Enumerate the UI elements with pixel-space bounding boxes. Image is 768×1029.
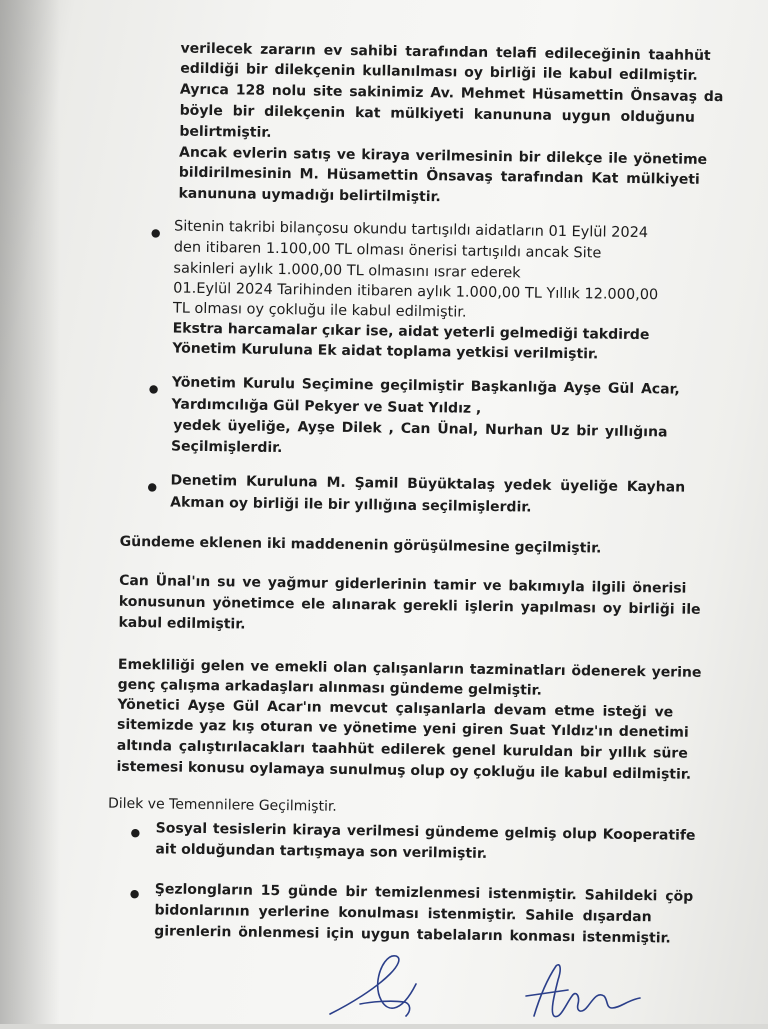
denetim-line: Denetim Kuruluna M. Şamil Büyüktalaş yedek üyeliğe Kayhan bbox=[170, 472, 686, 496]
emeklilik-line: genç çalışma arkadaşları alınması gündeme gelmiştir. bbox=[117, 676, 542, 699]
aidat-line: den itibaren 1.100,00 TL olması önerisi tartışıldı ancak Site bbox=[173, 239, 602, 262]
signature-right-stroke bbox=[526, 965, 640, 1017]
yonetim-line: Yönetim Kurulu Seçimine geçilmiştir Başkanlığa Ayşe Gül Acar, bbox=[171, 374, 680, 398]
emeklilik-line: sitemizde yaz kış oturan ve yönetime yeni giren Suat Yıldız'ın denetimi bbox=[116, 716, 689, 741]
aidat-line: 01.Eylül 2024 Tarihinden itibaren aylık 1.000,00 TL Yıllık 12.000,00 bbox=[173, 280, 659, 304]
bullet-marker: ● bbox=[129, 886, 140, 901]
bullet-marker: ● bbox=[147, 480, 158, 494]
emeklilik-line: Emekliliği gelen ve emekli olan çalışanların tazminatları ödenerek yerine bbox=[117, 656, 702, 681]
intro-line: verilecek zararın ev sahibi tarafından telafi edileceğinin taahhüt bbox=[180, 40, 711, 65]
sezlong-line: bidonlarının yerlerine konulması istenmiştir. Sahile dışardan bbox=[154, 902, 652, 926]
can-unal-line: Can Ünal'ın su ve yağmur giderlerinin tamir ve bakımıyla ilgili önerisi bbox=[119, 572, 687, 597]
signature-left-stroke bbox=[330, 956, 416, 1016]
intro-line: Ayrıca 128 nolu site sakinimiz Av. Mehmet Hüsamettin Önsavaş da bbox=[179, 81, 724, 106]
emeklilik-line: altında çalıştırılacakları taahhüt edilerek genel kuruldan bir yıllık süre bbox=[116, 737, 688, 762]
aidat-line: Ekstra harcamalar çıkar ise, aidat yeterli gelmediği takdirde bbox=[172, 320, 650, 344]
signature-right bbox=[520, 956, 650, 1026]
bullet-marker: ● bbox=[148, 382, 159, 396]
sezlong-line: girenlerin önlenmesi için uygun tabelaların konması istenmiştir. bbox=[154, 923, 671, 947]
sezlong-line: Şezlongların 15 günde bir temizlenmesi istenmiştir. Sahildeki çöp bbox=[154, 881, 694, 905]
bullet-marker: ● bbox=[150, 226, 161, 240]
signature-left bbox=[320, 944, 460, 1024]
aidat-line: Yönetim Kuruluna Ek aidat toplama yetkisi verilmiştir. bbox=[172, 340, 599, 363]
intro-line: edildiği bir dilekçenin kullanılması oy birliği ile kabul edilmiştir. bbox=[180, 60, 698, 84]
emeklilik-line: istemesi konusu oylamaya sunulmuş olup oy çokluğu ile kabul edilmiştir. bbox=[116, 758, 692, 783]
can-unal-line: kabul edilmiştir. bbox=[118, 614, 246, 633]
intro-line: kanununa uymadığı belirtilmiştir. bbox=[178, 185, 441, 206]
dilek-heading: Dilek ve Temennilere Geçilmiştir. bbox=[107, 795, 337, 815]
denetim-line: Akman oy birliği ile bir yıllığına seçilmişlerdir. bbox=[170, 494, 532, 516]
yonetim-line: Yardımcılığa Gül Pekyer ve Suat Yıldız , bbox=[171, 396, 482, 417]
intro-line: belirtmiştir. bbox=[179, 123, 272, 141]
yonetim-line: yedek üyeliğe, Ayşe Dilek , Can Ünal, Nurhan Uz bir yıllığına bbox=[173, 417, 668, 441]
aidat-line: Sitenin takribi bilançosu okundu tartışıldı aidatların 01 Eylül 2024 bbox=[173, 218, 649, 242]
intro-line: Ancak evlerin satış ve kiraya verilmesinin bir dilekçe ile yönetime bbox=[178, 144, 708, 168]
aidat-line: sakinleri aylık 1.000,00 TL olmasını ısrar ederek bbox=[173, 260, 521, 282]
intro-line: böyle bir dilekçenin kat mülkiyeti kanununa uygun olduğunu bbox=[179, 102, 696, 126]
emeklilik-line: Yönetici Ayşe Gül Acar'ın mevcut çalışanlarla devam etme isteği ve bbox=[117, 696, 674, 721]
sosyal-line: Sosyal tesislerin kiraya verilmesi gündeme gelmiş olup Kooperatife bbox=[155, 820, 696, 844]
can-unal-line: konusunun yönetimce ele alınarak gerekli işlerin yapılması oy birliği ile bbox=[118, 593, 701, 618]
aidat-line: TL olması oy çokluğu ile kabul edilmiştir. bbox=[172, 300, 467, 321]
sosyal-line: ait olduğundan tartışmaya son verilmiştir. bbox=[155, 841, 488, 862]
intro-line: bildirilmesinin M. Hüsamettin Önsavaş tarafından Kat mülkiyeti bbox=[178, 164, 700, 188]
gundem-line: Gündeme eklenen iki maddenenin görüşülmesine geçilmiştir. bbox=[119, 533, 602, 557]
bullet-marker: ● bbox=[130, 825, 141, 840]
yonetim-line: Seçilmişlerdir. bbox=[170, 438, 283, 457]
